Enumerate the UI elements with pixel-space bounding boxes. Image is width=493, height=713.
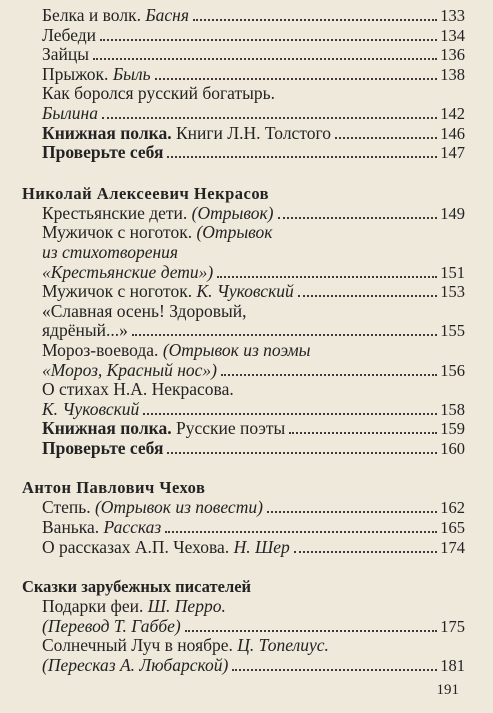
page-number: 175 <box>440 616 465 636</box>
entry-title-line: «Славная осень! Здоровый, <box>42 300 247 321</box>
entry-label: Проверьте себя <box>42 142 164 163</box>
toc-entry <box>42 617 465 637</box>
toc-entry <box>42 124 465 144</box>
toc-section-foreign-tales <box>22 576 465 676</box>
toc-section-nekrasov <box>22 183 465 459</box>
dot-leader <box>232 669 437 671</box>
dot-leader <box>221 374 437 376</box>
toc-section-tolstoy <box>32 6 465 163</box>
entry-title: Мужичок с ноготок. <box>42 281 197 302</box>
page-number: 153 <box>440 282 465 302</box>
page-number: 133 <box>440 6 465 25</box>
toc-entry <box>42 439 465 459</box>
toc-section-chekhov <box>22 477 465 557</box>
dot-leader <box>167 452 437 454</box>
entry-genre: Басня <box>145 5 189 25</box>
entry-note: (Отрывок из повести) <box>94 497 263 518</box>
entry-title-line: Как боролся русский богатырь. <box>42 83 276 104</box>
entry-note: «Крестьянские дети») <box>42 261 214 282</box>
entry-author: К. Чуковский <box>196 281 294 302</box>
toc-entry <box>42 656 465 676</box>
page-number: 134 <box>440 25 465 45</box>
entry-label: Книжная полка. <box>42 122 172 143</box>
entry-note: (Отрывок) <box>191 202 274 223</box>
toc-entry <box>42 204 465 224</box>
toc-entry <box>42 263 465 283</box>
entry-title: Зайцы <box>42 44 90 65</box>
toc-entry <box>42 400 465 420</box>
page-number: 158 <box>440 399 465 419</box>
toc-entry <box>42 538 465 558</box>
entry-title: Книги Л.Н. Толстого <box>171 122 331 143</box>
entry-title: ядрёный...» <box>42 320 128 341</box>
dot-leader <box>298 295 437 297</box>
dot-leader <box>102 117 437 119</box>
toc-entry <box>42 498 465 518</box>
page-number: 147 <box>440 143 465 163</box>
dot-leader <box>335 137 437 139</box>
toc-entry <box>42 321 465 341</box>
dot-leader <box>278 217 438 219</box>
entry-note: «Мороз, Красный нос») <box>42 359 217 380</box>
page-number: 151 <box>440 262 465 282</box>
dot-leader <box>217 276 437 278</box>
entry-genre: Быль <box>112 63 151 84</box>
dot-leader <box>165 531 437 533</box>
entry-title: Лебеди <box>42 24 96 45</box>
page-number: 181 <box>440 656 465 676</box>
toc-entry <box>42 6 465 26</box>
dot-leader <box>267 511 437 513</box>
dot-leader <box>100 39 437 41</box>
toc-entry <box>42 26 465 46</box>
entry-title: Прыжок. <box>42 63 113 84</box>
dot-leader <box>155 78 438 80</box>
dot-leader <box>193 19 437 21</box>
dot-leader <box>167 156 437 158</box>
page-number: 160 <box>440 438 465 458</box>
entry-label: Проверьте себя <box>42 437 164 458</box>
entry-title-line: Солнечный Луч в ноябре. Ц. Топелиус. <box>42 635 329 656</box>
page-number: 165 <box>440 518 465 538</box>
entry-title: О рассказах А.П. Чехова. <box>42 536 234 557</box>
toc-entry <box>42 518 465 538</box>
entry-note: (Перевод Т. Габбе) <box>42 615 181 636</box>
entry-label: Книжная полка. <box>42 418 172 439</box>
toc-entry <box>42 65 465 85</box>
page-number: 138 <box>440 64 465 84</box>
entry-author: К. Чуковский <box>42 398 140 419</box>
section-heading: Антон Павлович Чехов <box>22 478 206 498</box>
page-number: 142 <box>440 103 465 123</box>
toc-entry <box>42 143 465 163</box>
entry-title: Крестьянские дети. <box>42 202 192 223</box>
entry-title-line: Мужичок с ноготок. (Отрывок <box>42 222 273 243</box>
page-folio-number: 191 <box>436 682 459 698</box>
entry-title: Русские поэты <box>171 418 286 439</box>
page-number: 159 <box>440 419 465 439</box>
entry-title: Белка и волк. <box>42 5 146 25</box>
toc-entry <box>42 282 465 302</box>
toc-entry <box>42 361 465 381</box>
dot-leader <box>289 432 437 434</box>
dot-leader <box>93 58 437 60</box>
page-number: 146 <box>440 123 465 143</box>
entry-title: Ванька. <box>42 517 104 538</box>
page-number: 162 <box>440 498 465 518</box>
page-number: 136 <box>440 45 465 65</box>
entry-genre: Былина <box>42 102 98 123</box>
section-heading: Сказки зарубежных писателей <box>22 577 252 597</box>
toc-entry <box>42 45 465 65</box>
dot-leader <box>143 413 437 415</box>
dot-leader <box>132 334 437 336</box>
entry-title-line: из стихотворения <box>42 241 179 262</box>
entry-author: Н. Шер <box>233 536 290 557</box>
page-number: 156 <box>440 360 465 380</box>
entry-title-line: Мороз-воевода. (Отрывок из поэмы <box>42 339 311 360</box>
toc-entry <box>42 104 465 124</box>
page-number: 174 <box>440 537 465 557</box>
entry-title: Степь. <box>42 497 95 518</box>
toc-entry <box>42 419 465 439</box>
entry-genre: Рассказ <box>103 517 162 538</box>
page-number: 155 <box>440 321 465 341</box>
dot-leader <box>294 551 438 553</box>
entry-title-line: О стихах Н.А. Некрасова. <box>42 379 234 400</box>
dot-leader <box>185 630 438 632</box>
entry-title-line: Подарки феи. Ш. Перро. <box>42 596 226 617</box>
section-heading: Николай Алексеевич Некрасов <box>22 183 270 203</box>
page-number: 149 <box>440 203 465 223</box>
entry-note: (Пересказ А. Любарской) <box>42 655 229 676</box>
